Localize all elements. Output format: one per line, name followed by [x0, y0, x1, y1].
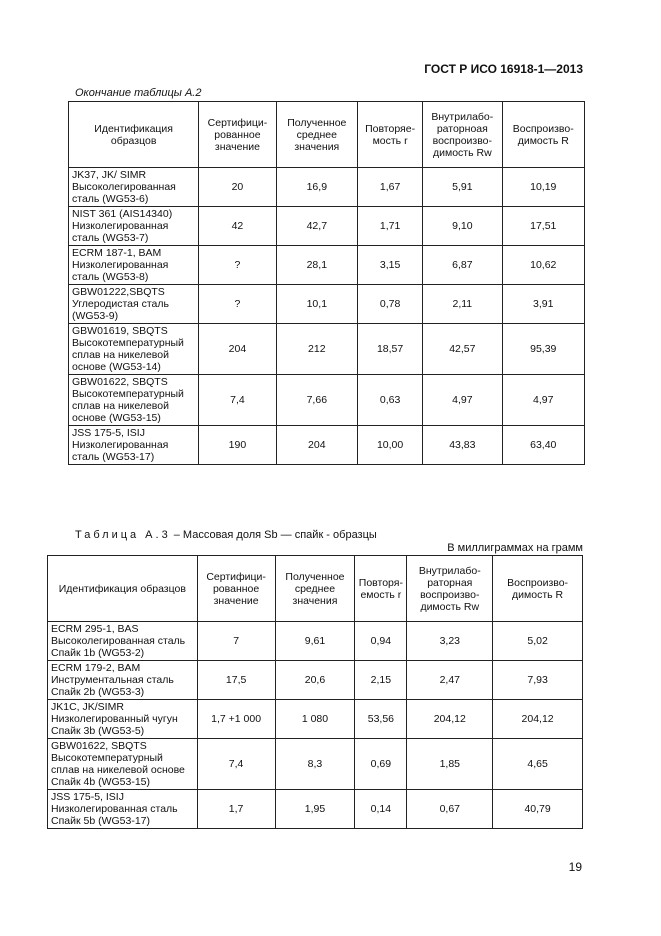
table2-title-prefix: Таблица А.3 [75, 529, 171, 541]
t2-sample-id-cell: JSS 175-5, ISIJ Низколегированная сталь Спайк 5b (WG53-17) [48, 790, 198, 829]
t1-value-cell: 10,00 [358, 426, 423, 465]
t2-value-cell: 53,56 [355, 700, 407, 739]
t1-value-cell: 5,91 [423, 168, 502, 207]
t1-value-cell: 7,4 [199, 375, 276, 426]
t2-value-cell: 204,12 [493, 700, 583, 739]
t2-row [48, 661, 583, 700]
t2-value-cell: 0,67 [407, 790, 493, 829]
t1-value-cell: 42 [199, 207, 276, 246]
t2-value-cell: 204,12 [407, 700, 493, 739]
t1-value-cell: 43,83 [423, 426, 502, 465]
t1-value-cell: 42,7 [276, 207, 357, 246]
t1-value-cell: 0,63 [358, 375, 423, 426]
t1-value-cell: 20 [199, 168, 276, 207]
t2-value-cell: 1,85 [407, 739, 493, 790]
t1-row [69, 207, 585, 246]
t2-col-repeat: Повторя-емость r [355, 556, 407, 622]
t2-value-cell: 5,02 [493, 622, 583, 661]
t2-value-cell: 1,95 [275, 790, 355, 829]
t1-value-cell: 95,39 [502, 324, 584, 375]
t1-value-cell: 42,57 [423, 324, 502, 375]
t2-value-cell: 7 [197, 622, 275, 661]
t1-value-cell: 3,15 [358, 246, 423, 285]
t1-value-cell: 4,97 [502, 375, 584, 426]
t2-value-cell: 17,5 [197, 661, 275, 700]
t2-col-mean: Полученное среднее значения [275, 556, 355, 622]
t1-value-cell: 6,87 [423, 246, 502, 285]
t2-value-cell: 0,69 [355, 739, 407, 790]
t1-value-cell: 190 [199, 426, 276, 465]
t2-value-cell: 2,15 [355, 661, 407, 700]
t1-value-cell: 16,9 [276, 168, 357, 207]
t1-value-cell: 4,97 [423, 375, 502, 426]
t2-value-cell: 1,7 [197, 790, 275, 829]
t1-value-cell: 3,91 [502, 285, 584, 324]
t1-col-repeat: Повторяе-мость r [358, 102, 423, 168]
t1-value-cell: 10,1 [276, 285, 357, 324]
t2-value-cell: 7,93 [493, 661, 583, 700]
t1-value-cell: 7,66 [276, 375, 357, 426]
t1-value-cell: ? [199, 246, 276, 285]
t1-row [69, 426, 585, 465]
t1-sample-id-cell: JK37, JK/ SIMR Высоколегированная сталь (WG53-6) [69, 168, 199, 207]
table1 [68, 101, 585, 465]
t1-value-cell: 18,57 [358, 324, 423, 375]
t2-value-cell: 7,4 [197, 739, 275, 790]
t1-sample-id-cell: GBW01619, SBQTS Высокотемпературный сплав на никелевой основе (WG53-14) [69, 324, 199, 375]
t1-value-cell: 204 [276, 426, 357, 465]
t2-col-repro: Воспроизво-димость R [493, 556, 583, 622]
t2-value-cell: 4,65 [493, 739, 583, 790]
table2-units: В миллиграммах на грамм [447, 542, 583, 554]
t2-value-cell: 3,23 [407, 622, 493, 661]
t1-value-cell: 204 [199, 324, 276, 375]
t2-col-intralab: Внутрилабо-раторная воспроизво-димость Rw [407, 556, 493, 622]
table2-title [75, 529, 377, 541]
t2-sample-id-cell: ECRM 179-2, BAM Инструментальная сталь Спайк 2b (WG53-3) [48, 661, 198, 700]
t1-row [69, 285, 585, 324]
t1-col-repro: Воспроизво-димость R [502, 102, 584, 168]
t2-value-cell: 1,7 +1 000 [197, 700, 275, 739]
table2 [47, 555, 583, 829]
t1-sample-id-cell: GBW01222,SBQTS Углеродистая сталь (WG53-9) [69, 285, 199, 324]
t2-col-id: Идентификация образцов [48, 556, 198, 622]
t2-col-cert: Сертифици-рованное значение [197, 556, 275, 622]
t1-row [69, 324, 585, 375]
t1-row [69, 246, 585, 285]
t1-value-cell: 28,1 [276, 246, 357, 285]
t1-sample-id-cell: ECRM 187-1, BAM Низколегированная сталь (WG53-8) [69, 246, 199, 285]
t1-col-mean: Полученное среднее значения [276, 102, 357, 168]
t2-row [48, 622, 583, 661]
t2-value-cell: 0,94 [355, 622, 407, 661]
t1-value-cell: 9,10 [423, 207, 502, 246]
t2-value-cell: 8,3 [275, 739, 355, 790]
t1-value-cell: 63,40 [502, 426, 584, 465]
page-number: 19 [568, 860, 582, 874]
t2-row [48, 790, 583, 829]
table2-title-text: – Массовая доля Sb — спайк - образцы [170, 529, 377, 541]
t1-sample-id-cell: GBW01622, SBQTS Высокотемпературный сплав на никелевой основе (WG53-15) [69, 375, 199, 426]
t2-sample-id-cell: GBW01622, SBQTS Высокотемпературный сплав на никелевой основе Спайк 4b (WG53-15) [48, 739, 198, 790]
t1-body [69, 168, 585, 465]
t1-value-cell: 212 [276, 324, 357, 375]
t1-value-cell: 1,71 [358, 207, 423, 246]
t2-value-cell: 2,47 [407, 661, 493, 700]
t1-value-cell: 17,51 [502, 207, 584, 246]
t1-value-cell: ? [199, 285, 276, 324]
t2-sample-id-cell: JK1C, JK/SIMR Низколегированный чугун Спайк 3b (WG53-5) [48, 700, 198, 739]
t2-sample-id-cell: ECRM 295-1, BAS Высоколегированная сталь Спайк 1b (WG53-2) [48, 622, 198, 661]
document-header: ГОСТ Р ИСО 16918-1—2013 [424, 62, 583, 76]
t1-value-cell: 1,67 [358, 168, 423, 207]
t1-value-cell: 10,62 [502, 246, 584, 285]
t2-row [48, 739, 583, 790]
t2-value-cell: 1 080 [275, 700, 355, 739]
t2-value-cell: 40,79 [493, 790, 583, 829]
t1-value-cell: 2,11 [423, 285, 502, 324]
t1-col-id: Идентификация образцов [69, 102, 199, 168]
t1-sample-id-cell: JSS 175-5, ISIJ Низколегированная сталь (WG53-17) [69, 426, 199, 465]
table1-caption: Окончание таблицы А.2 [75, 87, 202, 99]
t2-value-cell: 20,6 [275, 661, 355, 700]
t1-row [69, 168, 585, 207]
t1-row [69, 375, 585, 426]
t2-row [48, 700, 583, 739]
t2-body [48, 622, 583, 829]
t1-col-cert: Сертифици-рованное значение [199, 102, 276, 168]
t1-sample-id-cell: NIST 361 (AIS14340) Низколегированная сталь (WG53-7) [69, 207, 199, 246]
t1-value-cell: 10,19 [502, 168, 584, 207]
t2-value-cell: 9,61 [275, 622, 355, 661]
t2-value-cell: 0,14 [355, 790, 407, 829]
t1-value-cell: 0,78 [358, 285, 423, 324]
t1-col-intralab: Внутрилабо-раторноая воспроизво-димость Rw [423, 102, 502, 168]
